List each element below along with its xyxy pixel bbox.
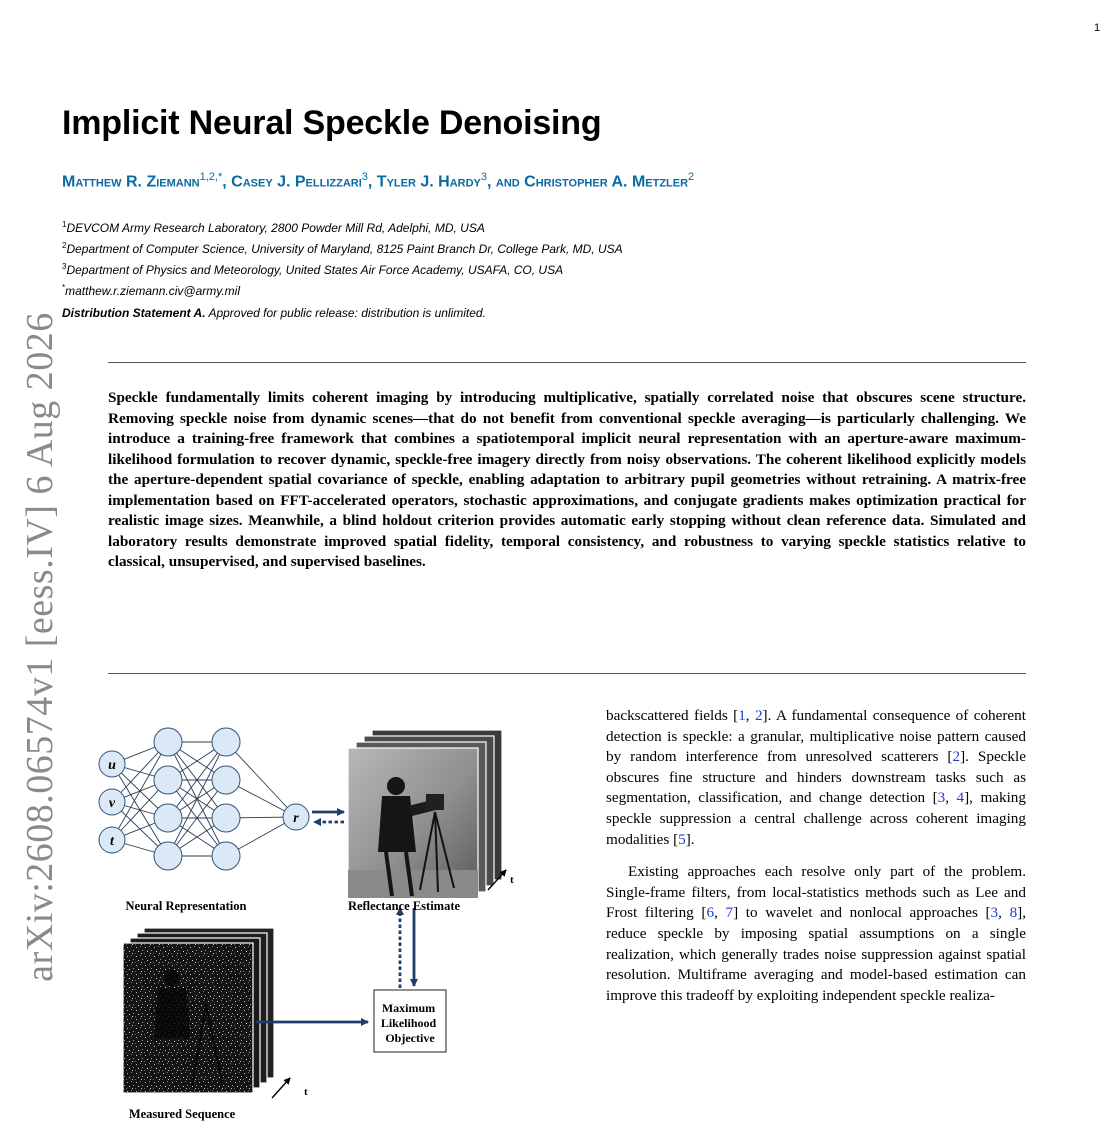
citation-link[interactable]: 6: [706, 904, 715, 922]
output-node-label: r: [293, 811, 299, 826]
affiliation-mark: 1: [62, 220, 67, 229]
intro-paragraph-1: [606, 706, 1026, 850]
affiliation-text: Department of Computer Science, University of Maryland, 8125 Paint Branch Dr, College Park, MD, USA: [66, 242, 623, 256]
affiliation-text: DEVCOM Army Research Laboratory, 2800 Powder Mill Rd, Adelphi, MD, USA: [66, 221, 485, 235]
paragraph-text: Existing approaches each resolve only part of the problem. Single-frame filters, from local-statistics methods such as Lee and Frost filtering [: [606, 863, 1026, 922]
reflectance-time-label: t: [510, 874, 514, 886]
reflectance-stack: [348, 730, 502, 898]
affiliation-text: Department of Physics and Meteorology, United States Air Force Academy, USAFA, CO, USA: [66, 263, 564, 277]
paragraph-text: ] to wavelet and nonlocal approaches [: [733, 904, 991, 922]
citation-link[interactable]: 8: [1009, 904, 1018, 922]
paper-title: Implicit Neural Speckle Denoising: [62, 104, 602, 142]
citation-link[interactable]: 2: [952, 748, 961, 766]
citation-link[interactable]: 5: [678, 830, 686, 848]
objective-line-1: Maximum: [381, 1001, 436, 1015]
author-name: Christopher A. Metzler: [524, 173, 689, 191]
author-separator: ,: [222, 173, 232, 191]
network-nodes: [99, 728, 309, 870]
arxiv-identifier[interactable]: arXiv:2608.06574v1 [eess.IV] 6 Aug 2026: [19, 312, 61, 982]
citation-link[interactable]: 1: [738, 707, 746, 724]
reflectance-image: [348, 748, 478, 898]
citation-link[interactable]: 3: [990, 904, 999, 922]
paragraph-text: ]. A fundamental consequence of coherent detection is speckle: a granular, multiplicative noise pattern caused by random interference from unresolved scatterers [: [606, 707, 1026, 766]
affiliation-list: [62, 216, 623, 300]
objective-line-3: Objective: [385, 1031, 435, 1045]
author-separator: ,: [367, 173, 377, 191]
author-affiliation-mark: 1,2,*: [199, 171, 223, 183]
author-name: Matthew R. Ziemann: [62, 173, 200, 191]
measured-sequence-label: Measured Sequence: [128, 1107, 236, 1121]
author-affiliation-mark: 3: [480, 171, 487, 183]
affiliation-mark: *: [62, 283, 66, 292]
hidden-node: [154, 766, 182, 794]
network-edges: [112, 742, 296, 856]
hidden-node: [212, 728, 240, 756]
method-overview-figure: [90, 720, 514, 1125]
hidden-node: [212, 766, 240, 794]
paragraph-text: ,: [745, 707, 755, 724]
paragraph-text: ,: [998, 904, 1010, 922]
citation-link[interactable]: 7: [725, 904, 734, 922]
paragraph-text: ,: [714, 904, 726, 922]
distribution-text: Approved for public release: distribution is unlimited.: [205, 306, 486, 320]
affiliation-mark: 2: [62, 241, 67, 250]
hidden-node: [154, 728, 182, 756]
affiliation-line: [62, 279, 623, 300]
affiliation-line: [62, 216, 623, 237]
distribution-label: Distribution Statement A.: [62, 306, 206, 320]
affiliation-line: [62, 258, 623, 279]
measured-time-label: t: [304, 1086, 308, 1098]
author-name: Casey J. Pellizzari: [231, 173, 362, 191]
intro-column: [606, 706, 1026, 1018]
input-node-label: v: [108, 796, 116, 811]
reflectance-estimate-label: Reflectance Estimate: [347, 899, 461, 913]
author-list: [62, 171, 694, 191]
distribution-statement: [62, 306, 486, 320]
abstract-bottom-rule: [108, 673, 1026, 674]
input-node-label: u: [108, 758, 116, 773]
measured-speckle-image: [123, 943, 253, 1093]
paragraph-text: ].: [685, 830, 695, 848]
abstract-top-rule: [108, 362, 1026, 363]
hidden-node: [212, 804, 240, 832]
citation-link[interactable]: 3: [937, 789, 946, 807]
hidden-node: [212, 842, 240, 870]
intro-paragraph-2: [606, 862, 1026, 1006]
hidden-node: [154, 804, 182, 832]
affiliation-mark: 3: [62, 262, 67, 271]
author-separator: , and: [487, 173, 525, 191]
abstract: Speckle fundamentally limits coherent imaging by introducing multiplicative, spatially correlated noise that obscures scene structure. Removing speckle noise from dynamic scenes—that do not benefit from conventional speckle averaging—is particularly challenging. We introduce a training-free framework that combines a spatiotemporal implicit neural representation with an aperture-aware maximum-likelihood formulation to recover dynamic, speckle-free imagery directly from noisy observations. The coherent likelihood explicitly models the aperture-dependent spatial covariance of speckle, enabling adaptation to arbitrary pupil geometries without retraining. A matrix-free implementation based on FFT-accelerated operators, stochastic approximations, and conjugate gradients makes optimization practical for realistic image sizes. Meanwhile, a blind holdout criterion provides automatic early stopping without clean reference data. Simulated and laboratory results demonstrate improved spatial fidelity, temporal consistency, and robustness to varying speckle statistics relative to classical, unsupervised, and supervised baselines.: [108, 389, 1026, 570]
paragraph-text: ]. Speckle obscures fine structure and hinders downstream tasks such as segmentation, classification, and change detection [: [606, 748, 1026, 807]
corresponding-email[interactable]: matthew.r.ziemann.civ@army.mil: [65, 284, 241, 298]
author-affiliation-mark: 2: [688, 171, 695, 183]
author-affiliation-mark: 3: [361, 171, 368, 183]
page-number: 1: [1094, 22, 1101, 34]
author-name: Tyler J. Hardy: [376, 173, 481, 191]
paragraph-text: ], making speckle suppression a central challenge across coherent imaging modalities [: [606, 789, 1026, 848]
citation-link[interactable]: 4: [956, 789, 965, 807]
measured-stack: [123, 928, 274, 1093]
affiliation-line: [62, 237, 623, 258]
paragraph-text: ,: [945, 789, 957, 807]
objective-label: [381, 1001, 439, 1045]
objective-line-2: Likelihood: [380, 1016, 437, 1030]
paragraph-text: backscattered fields [: [606, 707, 739, 724]
citation-link[interactable]: 2: [754, 707, 763, 724]
input-node-label: t: [110, 834, 114, 849]
hidden-node: [154, 842, 182, 870]
neural-representation-label: Neural Representation: [125, 899, 247, 913]
paragraph-text: ], reduce speckle by imposing spatial assumptions on a single realization, which generally trades noise suppression against spatial resolution. Multiframe averaging and model-based estimation can improve this tradeoff by exploiting independent speckle realiza-: [606, 904, 1027, 1004]
